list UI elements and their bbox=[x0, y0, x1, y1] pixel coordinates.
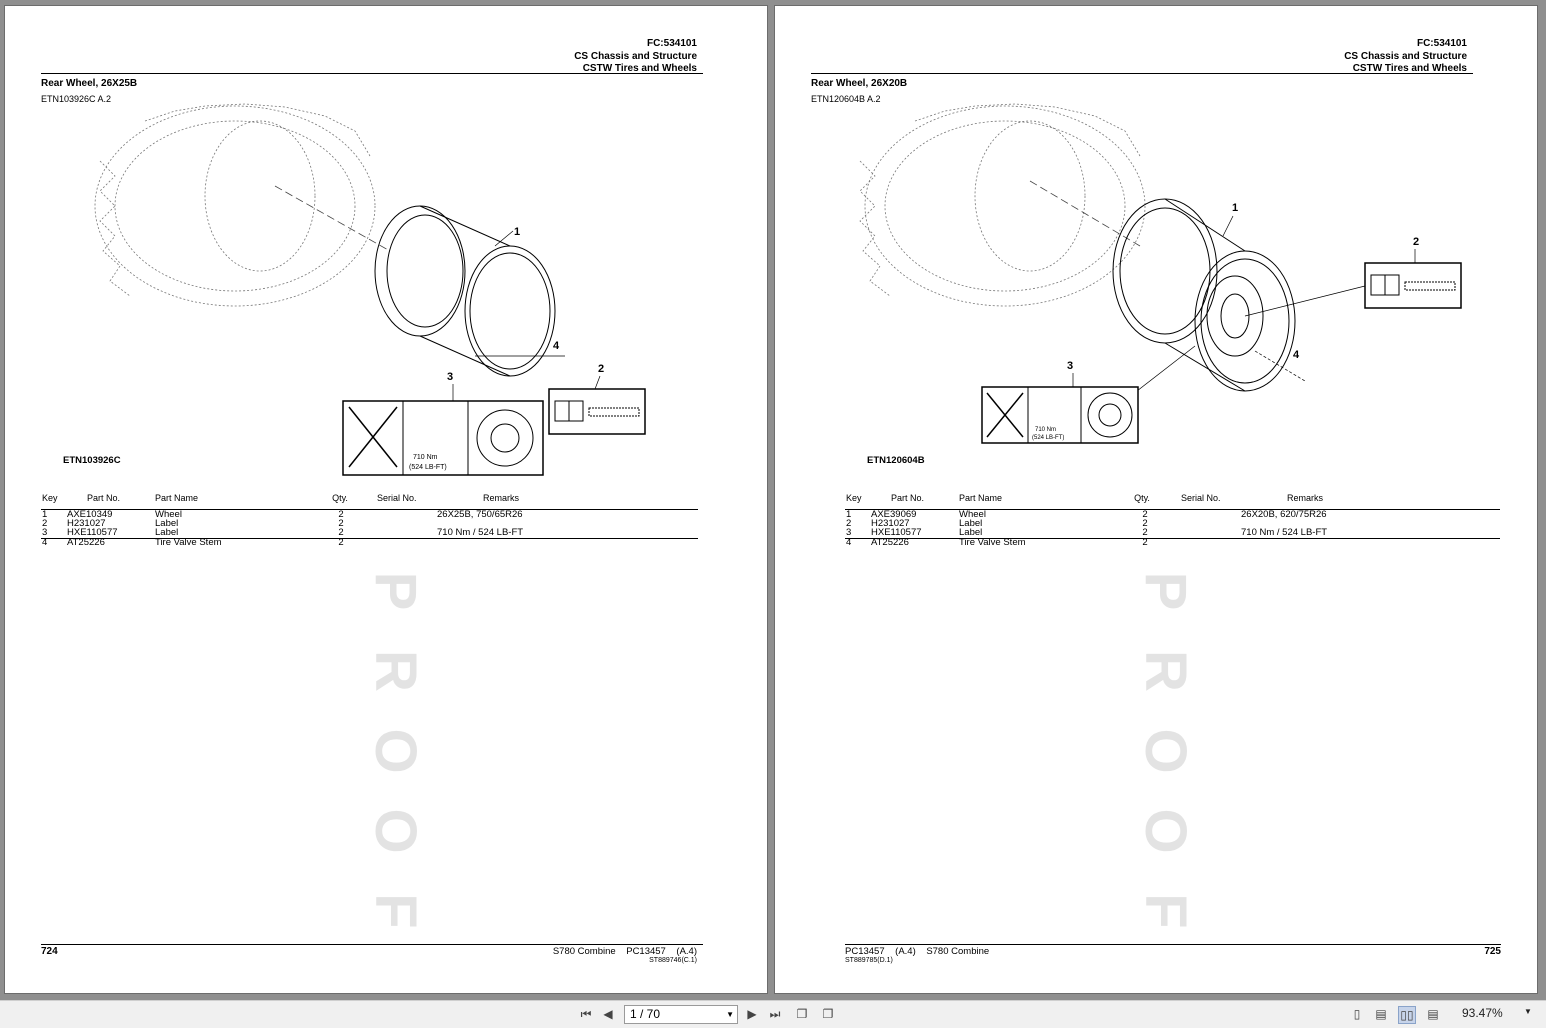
page-number-input[interactable] bbox=[624, 1005, 738, 1024]
label-2-decal bbox=[549, 389, 645, 434]
label-2-decal bbox=[1365, 263, 1461, 308]
footer-rule bbox=[845, 944, 1501, 945]
header-section: CSTW Tires and Wheels bbox=[1352, 63, 1467, 74]
callout-4: 4 bbox=[553, 340, 560, 352]
header-rule bbox=[811, 73, 1473, 74]
footer-st: ST889785(D.1) bbox=[845, 957, 893, 964]
prev-page-icon[interactable]: ◀ bbox=[603, 1007, 613, 1021]
header-fc: FC:534101 bbox=[1416, 38, 1467, 49]
header-rule bbox=[41, 73, 703, 74]
last-page-icon[interactable]: ⏭ bbox=[769, 1007, 781, 1021]
single-page-icon[interactable]: ▯ bbox=[1353, 1007, 1361, 1021]
table-row: 4 AT25226 Tire Valve Stem 2 bbox=[846, 536, 1148, 548]
table-row: 4 AT25226 Tire Valve Stem 2 bbox=[42, 536, 344, 548]
proof-watermark: P R O O F bbox=[1133, 571, 1198, 929]
next-view-icon[interactable]: ❐ bbox=[822, 1007, 834, 1021]
footer-rule bbox=[41, 944, 703, 945]
torque-nm: 710 Nm bbox=[1035, 427, 1057, 433]
page-number: 724 bbox=[41, 946, 58, 957]
parts-table-header: Key Part No. Part Name Qty. Serial No. Remarks bbox=[42, 493, 520, 503]
header-group: CS Chassis and Structure bbox=[574, 50, 697, 62]
callout-2: 2 bbox=[1413, 236, 1420, 248]
page-header bbox=[574, 38, 697, 76]
zoom-level[interactable]: 93.47% bbox=[1462, 1006, 1503, 1020]
page-left bbox=[5, 6, 767, 993]
figure-label: ETN120604B bbox=[867, 455, 925, 466]
label-3-decal bbox=[343, 401, 543, 475]
next-page-icon[interactable]: ▶ bbox=[747, 1007, 757, 1021]
callout-3: 3 bbox=[1067, 360, 1074, 372]
page-right bbox=[775, 6, 1537, 993]
table-row: 2 H231027 Label 2 bbox=[42, 518, 344, 530]
torque-nm: 710 Nm bbox=[413, 454, 438, 461]
parts-table bbox=[845, 493, 1500, 548]
footer-doc: S780 Combine PC13457 (A.4) bbox=[552, 946, 697, 957]
page-title: Rear Wheel, 26X20B bbox=[811, 78, 908, 89]
table-row: 2 H231027 Label 2 bbox=[846, 518, 1148, 530]
figure-reference: ETN120604B A.2 bbox=[811, 94, 881, 104]
torque-lbft: (524 LB-FT) bbox=[409, 464, 447, 471]
callout-4: 4 bbox=[1293, 349, 1300, 361]
callout-2: 2 bbox=[598, 363, 605, 375]
facing-icon[interactable]: ▯▯ bbox=[1398, 1006, 1416, 1024]
viewer-toolbar bbox=[0, 1000, 1546, 1028]
wheel-exploded-drawing bbox=[855, 101, 1465, 481]
table-row: 3 HXE110577 Label 2 710 Nm / 524 LB-FT bbox=[42, 527, 524, 539]
callout-1: 1 bbox=[1232, 202, 1239, 214]
prev-view-icon[interactable]: ❐ bbox=[796, 1007, 808, 1021]
label-3-decal bbox=[982, 387, 1138, 443]
parts-table-header: Key Part No. Part Name Qty. Serial No. Remarks bbox=[846, 493, 1324, 503]
table-row: 3 HXE110577 Label 2 710 Nm / 524 LB-FT bbox=[846, 527, 1328, 539]
figure-reference: ETN103926C A.2 bbox=[41, 94, 112, 104]
proof-watermark: P R O O F bbox=[363, 571, 428, 929]
table-row: 1 AXE39069 Wheel 2 26X20B, 620/75R26 bbox=[846, 509, 1327, 520]
footer-st: ST889746(C.1) bbox=[649, 957, 697, 964]
chevron-down-icon[interactable]: ▼ bbox=[1524, 1007, 1532, 1016]
table-row: 1 AXE10349 Wheel 2 26X25B, 750/65R26 bbox=[42, 509, 523, 520]
continuous-icon[interactable]: ▤ bbox=[1375, 1007, 1387, 1021]
header-fc: FC:534101 bbox=[646, 38, 697, 49]
callout-3: 3 bbox=[447, 371, 454, 383]
header-group: CS Chassis and Structure bbox=[1344, 50, 1467, 62]
parts-table bbox=[41, 493, 698, 548]
figure-label: ETN103926C bbox=[63, 455, 121, 466]
first-page-icon[interactable]: ⏮ bbox=[580, 1007, 592, 1021]
page-indicator: 1 / 70 bbox=[630, 1007, 661, 1021]
continuous-facing-icon[interactable]: ▤ bbox=[1427, 1007, 1439, 1021]
chevron-down-icon[interactable]: ▼ bbox=[726, 1010, 734, 1019]
page-number: 725 bbox=[1484, 946, 1501, 957]
wheel-exploded-drawing bbox=[85, 101, 695, 481]
page-title: Rear Wheel, 26X25B bbox=[41, 78, 138, 89]
callout-1: 1 bbox=[514, 226, 521, 238]
header-section: CSTW Tires and Wheels bbox=[582, 63, 697, 74]
page-header bbox=[1344, 38, 1467, 76]
torque-lbft: (524 LB-FT) bbox=[1032, 435, 1065, 441]
footer-doc: PC13457 (A.4) S780 Combine bbox=[845, 946, 990, 957]
